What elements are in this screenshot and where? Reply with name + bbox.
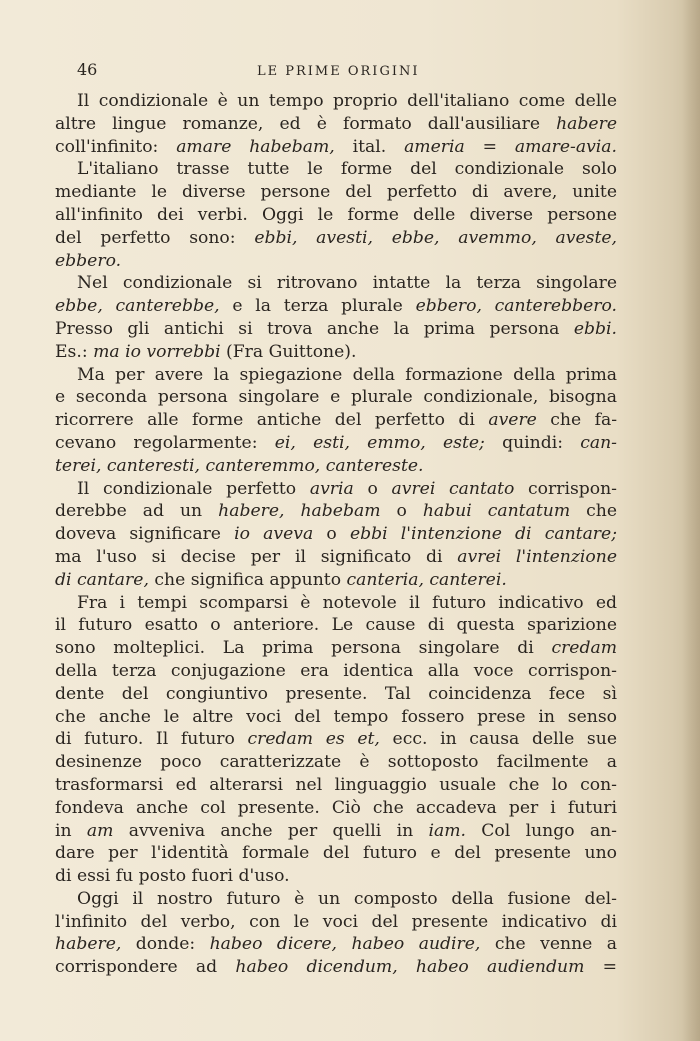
text-line: mediante le diverse persone del perfetto di avere, unite <box>55 182 617 203</box>
italic-text: ebbi, avesti, ebbe, avemmo, aveste, <box>254 227 617 248</box>
italic-text: io aveva <box>234 524 314 545</box>
text-line: cevano regolarmente: ei, esti, emmo, este; quindi: can- <box>55 432 617 453</box>
italic-text: habere, habebam <box>218 501 381 522</box>
italic-text: habeo dicendum, habeo audiendum <box>235 957 585 978</box>
running-head: LE PRIME ORIGINI <box>257 64 420 79</box>
text-line: dente del congiuntivo presente. Tal coincidenza fece sì <box>55 683 617 704</box>
italic-text: habere, <box>55 934 122 955</box>
text-line <box>55 455 617 478</box>
italic-text: ameria = amare-avia. <box>404 136 617 157</box>
text-line: derebbe ad un habere, habebam o habui cantatum che <box>55 501 617 522</box>
text-line: Nel condizionale si ritrovano intatte la terza singolare <box>77 273 617 294</box>
text-line: corrispondere ad habeo dicendum, habeo audiendum = <box>55 957 617 978</box>
text-line: sono molteplici. La prima persona singolare di credam <box>55 638 617 659</box>
text-line: del perfetto sono: ebbi, avesti, ebbe, avemmo, aveste, <box>55 227 617 248</box>
italic-text: am <box>86 820 114 841</box>
italic-text: habere <box>556 113 617 134</box>
text-line: altre lingue romanze, ed è formato dall'ausiliare habere <box>55 113 617 134</box>
text-line: e seconda persona singolare e plurale condizionale, bisogna <box>55 387 617 408</box>
text-line: doveva significare io aveva o ebbi l'intenzione di cantare; <box>55 524 617 545</box>
italic-text: ei, esti, emmo, este; <box>274 432 485 453</box>
italic-text: iam. <box>428 820 466 841</box>
italic-text: amare habebam, <box>176 136 335 157</box>
text-line: all'infinito dei verbi. Oggi le forme delle diverse persone <box>55 204 617 225</box>
italic-text: can- <box>580 432 617 453</box>
italic-text: terei, canteresti, canteremmo, <box>55 455 326 476</box>
text-line: della terza conjugazione era identica alla voce corrispon- <box>55 660 617 681</box>
text-line: l'infinito del verbo, con le voci del presente indicativo di <box>55 911 617 932</box>
italic-text: credam <box>551 638 617 659</box>
text-line: ricorrere alle forme antiche del perfetto di avere che fa- <box>55 410 617 431</box>
italic-text: ebbe, canterebbe, <box>55 296 220 317</box>
italic-text: di cantare, <box>55 569 149 590</box>
italic-text: ebbero, canterebbero. <box>415 296 617 317</box>
text-line: habere, donde: habeo dicere, habeo audire, che venne a <box>55 934 617 955</box>
text-line: dare per l'identità formale del futuro e del presente uno <box>55 843 617 864</box>
italic-text: avrei cantato <box>391 478 515 499</box>
text-line: Oggi il nostro futuro è un composto della fusione del- <box>77 888 617 909</box>
italic-text: credam es et, <box>247 729 380 750</box>
italic-text: avere <box>488 410 537 431</box>
page-header <box>77 60 617 84</box>
italic-text: ebbi l'intenzione di cantare; <box>349 524 617 545</box>
text-line: di futuro. Il futuro credam es et, ecc. in causa delle sue <box>55 729 617 750</box>
text-line: che anche le altre voci del tempo fossero prese in senso <box>55 706 617 727</box>
page-number: 46 <box>77 60 98 79</box>
text-line: Es.: ma io vorrebbi (Fra Guittone). <box>55 341 357 362</box>
italic-text: habeo dicere, habeo audire, <box>209 934 481 955</box>
italic-text: avria <box>309 478 354 499</box>
text-line: Ma per avere la spiegazione della formazione della prima <box>77 364 617 385</box>
text-line: di essi fu posto fuori d'uso. <box>55 866 290 887</box>
text-line: Il condizionale perfetto avria o avrei cantato corrispon- <box>77 478 617 499</box>
text-line: Presso gli antichi si trova anche la prima persona ebbi. <box>55 318 617 339</box>
text-line: ma l'uso si decise per il significato di avrei l'intenzione <box>55 546 617 567</box>
text-line: Fra i tempi scomparsi è notevole il futuro indicativo ed <box>77 592 617 613</box>
text-line: in am avveniva anche per quelli in iam. Col lungo an- <box>55 820 617 841</box>
text-line: il futuro esatto o anteriore. Le cause di questa sparizione <box>55 615 617 636</box>
text-line: ebbe, canterebbe, e la terza plurale ebbero, canterebbero. <box>55 296 617 317</box>
text-line: coll'infinito: amare habebam, ital. ameria = amare-avia. <box>55 136 617 157</box>
italic-text: habui cantatum <box>422 501 571 522</box>
text-line: desinenze poco caratterizzate è sottoposto facilmente a <box>55 752 617 773</box>
page-edge-shadow <box>682 0 700 1041</box>
text-line: Il condizionale è un tempo proprio dell'italiano come delle <box>77 91 617 111</box>
text-line: L'italiano trasse tutte le forme del condizionale solo <box>77 159 617 180</box>
text-line: di cantare, che significa appunto canteria, canterei. <box>55 569 507 590</box>
italic-text: avrei l'intenzione <box>457 546 617 567</box>
italic-text: ma io vorrebbi <box>93 341 221 362</box>
text-line: fondeva anche col presente. Ciò che accadeva per i futuri <box>55 797 617 818</box>
italic-text: cantereste. <box>325 455 424 476</box>
text-line: trasformarsi ed alterarsi nel linguaggio usuale che lo con- <box>55 774 617 795</box>
italic-text: ebbi. <box>573 318 617 339</box>
italic-text: canteria, canterei. <box>346 569 507 590</box>
body-text <box>55 90 617 979</box>
italic-text: ebbero. <box>55 250 122 271</box>
text-line <box>55 250 617 273</box>
